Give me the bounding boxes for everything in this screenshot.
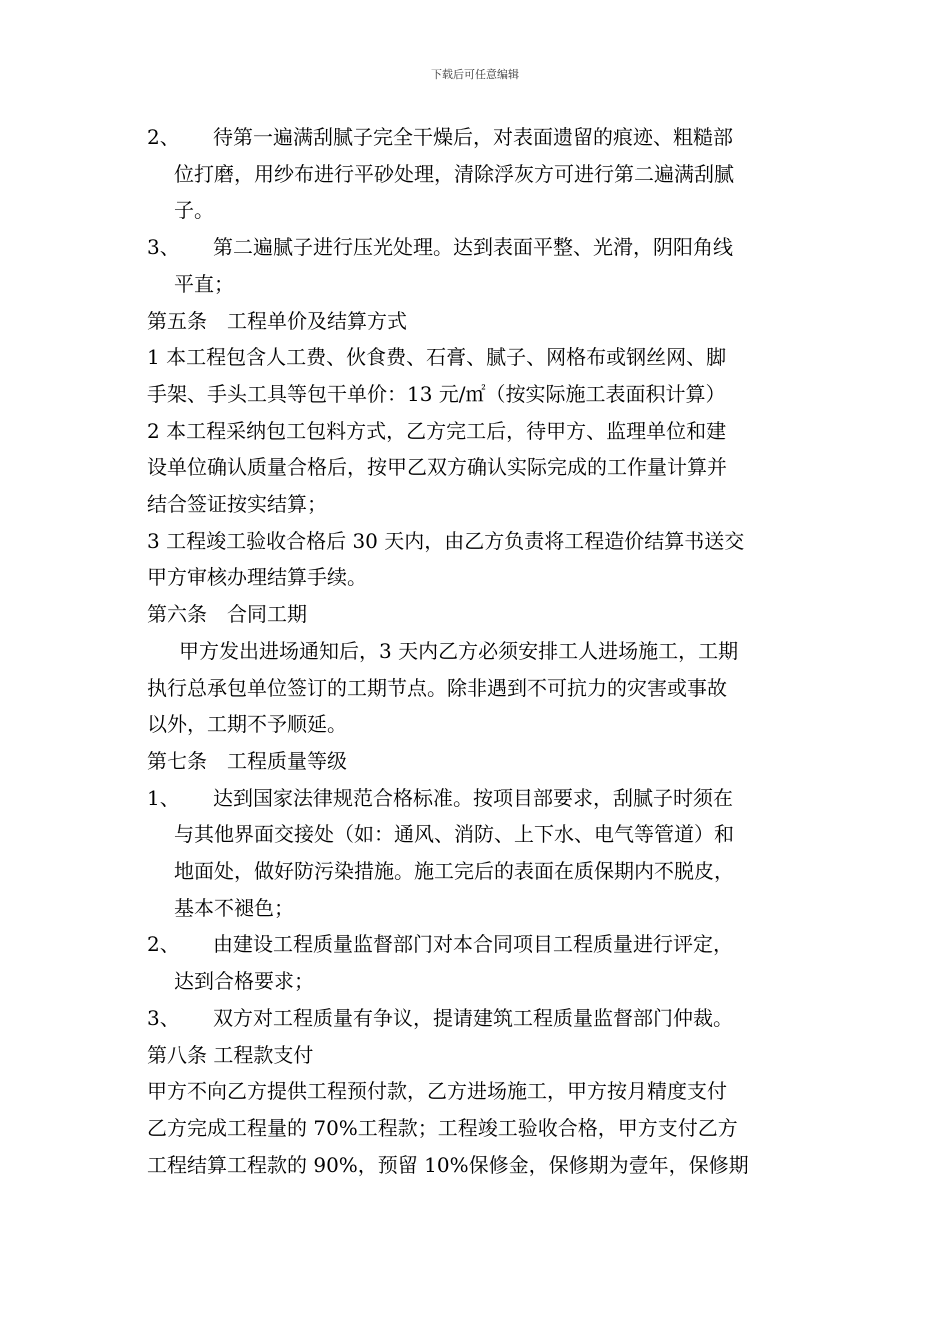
item-line: 待第一遍满刮腻子完全干燥后，对表面遗留的痕迹、粗糙部 [213,125,733,149]
article8-line: 工程结算工程款的 90%，预留 10%保修金，保修期为壹年，保修期 [147,1152,749,1177]
article7-item-3 [147,1000,817,1037]
article8-title: 第八条 工程款支付 [147,1042,314,1067]
item-number: 1、 [147,785,180,810]
article5-line: 结合签证按实结算； [147,492,327,517]
item-line: 第二遍腻子进行压光处理。达到表面平整、光滑，阴阳角线 [213,235,733,260]
article8-line: 乙方完成工程量的 70%工程款；工程竣工验收合格，甲方支付乙方 [147,1115,738,1140]
article5-line: 1 本工程包含人工费、伙食费、石膏、腻子、网格布或钢丝网、脚 [147,345,727,370]
item-line: 地面处，做好防污染措施。施工完后的表面在质保期内不脱皮， [174,859,734,884]
item-line: 与其他界面交接处（如：通风、消防、上下水、电气等管道）和 [174,822,734,847]
item-number: 3、 [147,1005,180,1030]
item-line: 平直； [174,271,234,296]
item-number: 2、 [147,125,180,149]
section4-item-2 [147,119,817,229]
article6-title: 第六条 合同工期 [147,602,307,627]
article5-line: 3 工程竣工验收合格后 30 天内，由乙方负责将工程造价结算书送交 [147,528,745,553]
item-line: 基本不褪色； [174,895,294,920]
section4-item-3 [147,229,817,302]
article6-line: 以外，工期不予顺延。 [147,712,347,737]
item-number: 2、 [147,932,180,957]
article6-line: 执行总承包单位签订的工期节点。除非遇到不可抗力的灾害或事故 [147,675,727,700]
item-line: 位打磨，用纱布进行平砂处理，清除浮灰方可进行第二遍满刮腻 [174,161,734,186]
item-number: 3、 [147,235,180,260]
document-body [147,119,817,1183]
article8-line: 甲方不向乙方提供工程预付款，乙方进场施工，甲方按月精度支付 [147,1079,727,1104]
article6-line: 甲方发出进场通知后，3 天内乙方必须安排工人进场施工，工期 [179,638,739,663]
item-line: 子。 [174,198,214,223]
item-line: 双方对工程质量有争议，提请建筑工程质量监督部门仲裁。 [213,1005,733,1030]
item-line: 达到国家法律规范合格标准。按项目部要求，刮腻子时须在 [213,785,733,810]
article7-item-2 [147,926,817,999]
page-header-watermark: 下载后可任意编辑 [431,68,519,81]
article7-item-1 [147,780,817,927]
article5-line: 设单位确认质量合格后，按甲乙双方确认实际完成的工作量计算并 [147,455,727,480]
article5-title: 第五条 工程单价及结算方式 [147,308,407,333]
item-line: 达到合格要求； [174,969,314,994]
article5-line: 2 本工程采纳包工包料方式，乙方完工后，待甲方、监理单位和建 [147,418,727,443]
item-line: 由建设工程质量监督部门对本合同项目工程质量进行评定， [213,932,733,957]
article5-line: 手架、手头工具等包干单价：13 元/㎡（按实际施工表面积计算） [147,381,726,406]
article5-line: 甲方审核办理结算手续。 [147,565,367,590]
article7-title: 第七条 工程质量等级 [147,748,347,773]
